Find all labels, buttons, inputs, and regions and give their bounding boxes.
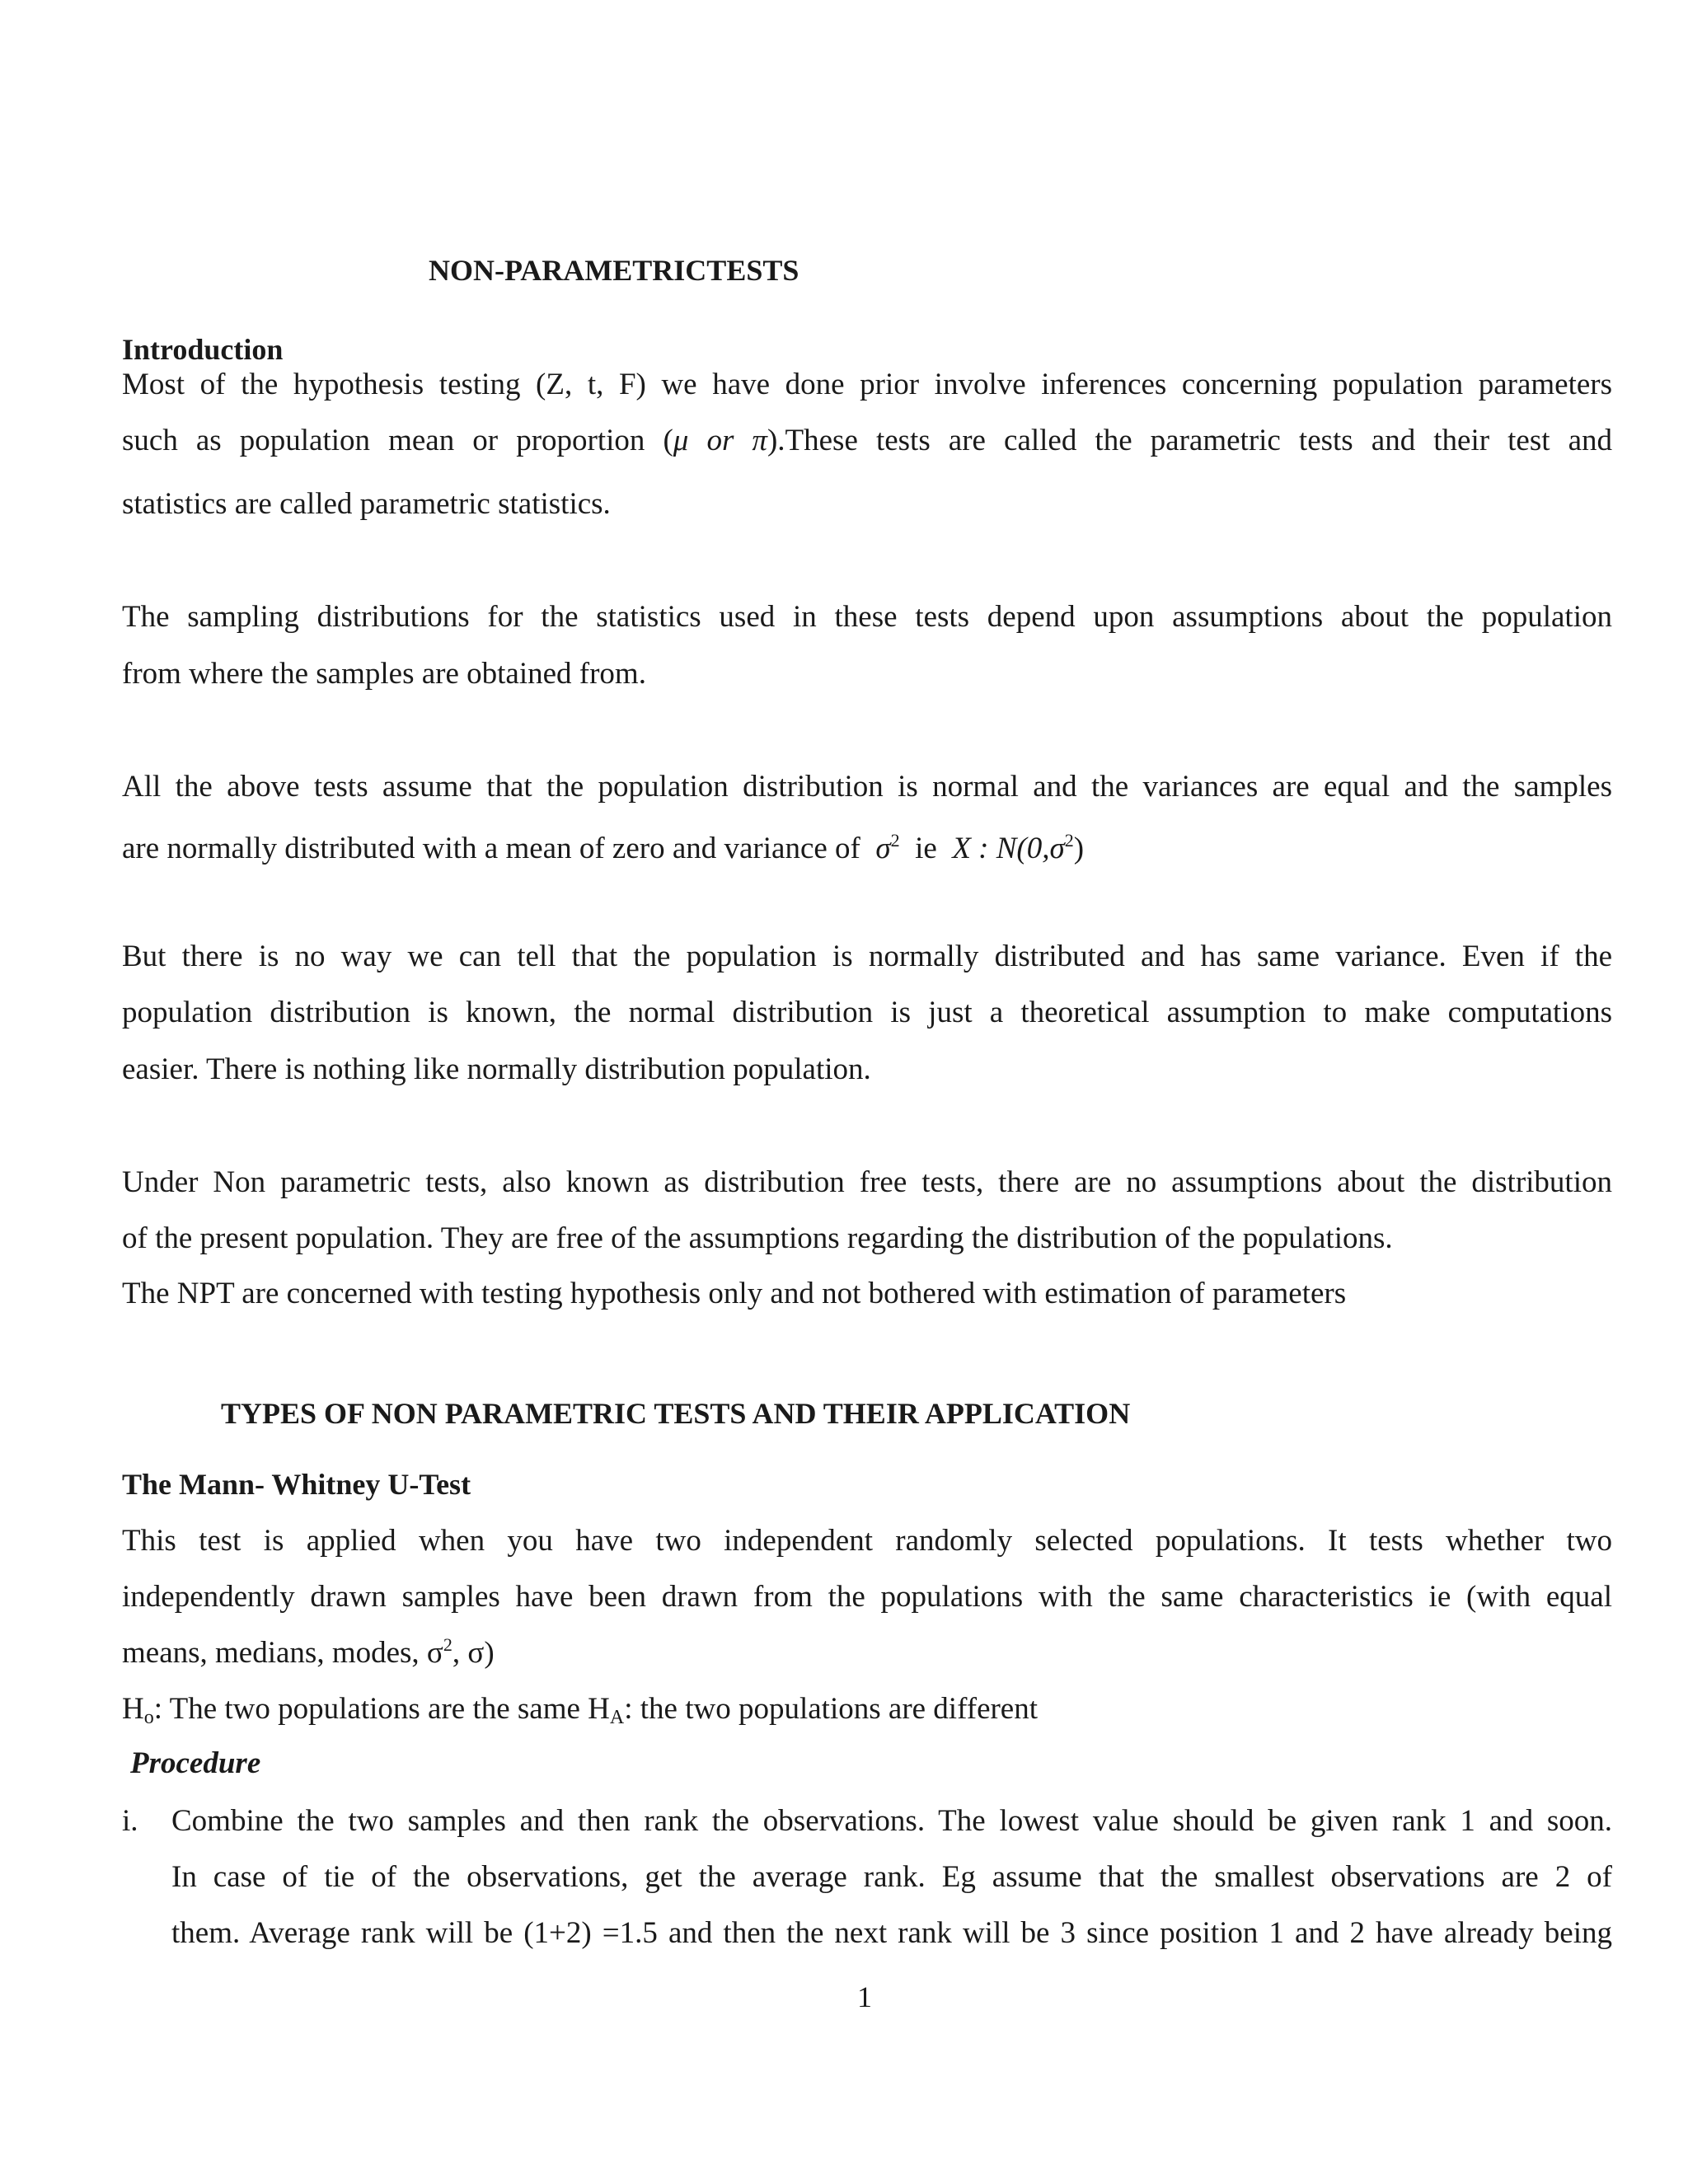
section-heading: TYPES OF NON PARAMETRIC TESTS AND THEIR APPLICATION — [221, 1397, 1131, 1430]
paragraph-line: easier. There is nothing like normally distribution population. — [122, 1052, 871, 1086]
paragraph-line: The sampling distributions for the statistics used in these tests depend upon assumptions about the population — [122, 600, 1612, 634]
paragraph-line: independently drawn samples have been drawn from the populations with the same characteristics ie (with equal — [122, 1580, 1612, 1614]
list-item-line: Combine the two samples and then rank the observations. The lowest value should be given rank 1 and soon. — [171, 1804, 1612, 1838]
paragraph-line: All the above tests assume that the population distribution is normal and the variances are equal and the samples — [122, 770, 1612, 804]
paragraph-line: are normally distributed with a mean of zero and variance of $\sigma^2$ ie X : $N(0,\sigma^2)$ — [122, 830, 1085, 865]
hypothesis-line: $H_o$: The two populations are the same $H_A$: the two populations are different — [122, 1692, 1039, 1728]
paragraph-line: of the present population. They are free of the assumptions regarding the distribution of the populations. — [122, 1221, 1393, 1255]
paragraph-line: But there is no way we can tell that the population is normally distributed and has same variance. Even if the — [122, 940, 1612, 973]
subsection-heading: The Mann- Whitney U-Test — [122, 1468, 471, 1501]
paragraph-line: The NPT are concerned with testing hypothesis only and not bothered with estimation of parameters — [122, 1277, 1347, 1310]
paragraph-line: from where the samples are obtained from. — [122, 657, 646, 691]
procedure-heading: Procedure — [130, 1746, 261, 1780]
paragraph-line: statistics are called parametric statistics. — [122, 487, 611, 521]
paragraph-line: means, medians, modes, $\sigma^2$, σ) — [122, 1634, 495, 1670]
list-item-line: In case of tie of the observations, get the average rank. Eg assume that the smallest observations are 2 of — [171, 1860, 1612, 1894]
paragraph-line: Under Non parametric tests, also known as distribution free tests, there are no assumptions about the distribution — [122, 1165, 1612, 1199]
page-title: NON-PARAMETRICTESTS — [429, 254, 799, 287]
list-marker: i. — [122, 1804, 138, 1838]
paragraph-line: population distribution is known, the normal distribution is just a theoretical assumption to make computations — [122, 996, 1612, 1029]
paragraph-line: Most of the hypothesis testing (Z, t, F) we have done prior involve inferences concerning population parameters — [122, 368, 1612, 401]
list-item-line: them. Average rank will be (1+2) =1.5 and then the next rank will be 3 since position 1 and 2 have already being — [171, 1916, 1612, 1950]
paragraph-line: This test is applied when you have two independent randomly selected populations. It tests whether two — [122, 1524, 1612, 1558]
page-number: 1 — [857, 1980, 872, 2013]
intro-heading: Introduction — [122, 333, 284, 366]
paragraph-line: such as population mean or proportion (μ or π).These tests are called the parametric tests and their test and — [122, 424, 1613, 457]
